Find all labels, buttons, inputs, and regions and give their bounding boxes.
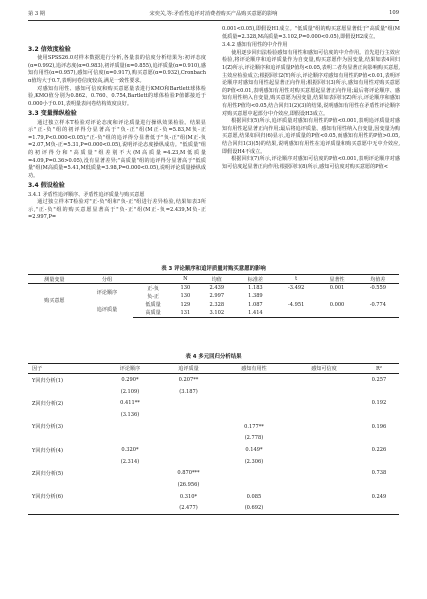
factor-cell: 追评质量 — [96, 306, 118, 313]
table-header-cell: 追评质量 — [158, 364, 219, 374]
running-header — [28, 10, 399, 20]
table-cell: -4.951 — [288, 301, 305, 308]
table-header-row — [28, 364, 399, 374]
table-cell: 129 — [180, 301, 191, 308]
t-value-cell — [289, 479, 359, 490]
table-cell: 131 — [173, 309, 198, 318]
right-column — [222, 26, 400, 171]
table-row — [28, 374, 399, 387]
coefficient-cell — [289, 421, 359, 433]
coefficient-cell: 0.290* — [121, 377, 139, 384]
coefficient-cell — [219, 467, 289, 479]
table-cell: 1.414 — [236, 309, 276, 318]
table-row — [28, 284, 399, 293]
coefficient-cell — [158, 397, 219, 409]
group-cell: 正-负 — [147, 285, 160, 292]
table-cell: 3.102 — [198, 309, 236, 318]
table-row — [28, 490, 399, 502]
coefficient-cell: 0.870*** — [177, 470, 200, 477]
coefficient-cell — [102, 421, 158, 433]
group-cell: 高质量 — [133, 309, 173, 318]
table-header-cell: 均值 — [198, 275, 236, 284]
coefficient-cell — [289, 490, 359, 502]
table-header-cell: 因子 — [28, 364, 102, 374]
table-row — [28, 397, 399, 409]
coefficient-cell — [158, 421, 219, 433]
table4 — [28, 363, 399, 515]
table-header-cell: 标准差 — [236, 275, 276, 284]
t-value-cell: (2.109) — [120, 388, 140, 395]
table3-caption: 表 3 评论顺序和追评质量对购买意愿的影响 — [161, 266, 266, 272]
regression-name-cell: Y回归分析(1) — [32, 377, 63, 384]
regression-name-cell: Y回归分析(6) — [32, 494, 63, 501]
coefficient-cell — [289, 374, 359, 387]
coefficient-cell — [158, 444, 219, 456]
header-rule — [28, 20, 399, 21]
table-cell: 130 — [180, 293, 191, 300]
coefficient-cell — [289, 467, 359, 479]
t-value-cell: (26.956) — [177, 481, 200, 488]
t-value-cell: (2.314) — [120, 458, 140, 465]
paragraph: 根据回归(7)所示,评论顺序对感知可信度的P值<0.001,表明评论顺序对感知可信度起显著正向作用;根据回归(8)所示,感知可信度对购买意愿的P值< — [222, 156, 400, 170]
table-header-cell: 均值差 — [357, 275, 399, 284]
page-number: 109 — [389, 10, 399, 16]
group-cell: 低质量 — [145, 302, 161, 309]
coefficient-cell: 0.192 — [371, 400, 387, 407]
t-value-cell — [102, 479, 158, 490]
table-row — [28, 410, 399, 421]
table-row — [28, 444, 399, 456]
table-header-cell: 测量变量 — [28, 275, 81, 284]
coefficient-cell — [219, 374, 289, 387]
issue-number: 第 3 期 — [28, 11, 45, 17]
t-value-cell: (0.692) — [219, 503, 289, 515]
table-row — [28, 301, 399, 309]
group-cell: 负-正 — [147, 293, 160, 300]
t-value-cell: (3.187) — [179, 388, 198, 395]
t-value-cell — [359, 433, 399, 444]
table-cell: 1.389 — [248, 293, 263, 300]
coefficient-cell: 0.257 — [371, 377, 387, 384]
table-row — [28, 467, 399, 479]
t-value-cell — [219, 410, 289, 421]
coefficient-cell: 0.177** — [244, 423, 264, 430]
t-value-cell: (2.306) — [244, 458, 264, 465]
section-heading-3-2: 3.2 信效度检验 — [28, 46, 71, 53]
t-value-cell: (2.778) — [244, 435, 264, 442]
table-header-cell: 感知可信度 — [289, 364, 359, 374]
table-header-cell: 评论顺序 — [102, 364, 158, 374]
t-value-cell — [102, 433, 158, 444]
running-title: 宋奕关,等:矛盾性追评对消费者购买产品购买意愿的影响 — [149, 11, 278, 17]
left-column — [28, 44, 206, 222]
table-cell: 0.001 — [329, 285, 345, 292]
table-row — [28, 386, 399, 397]
table-cell: 2.439 — [209, 285, 225, 292]
coefficient-cell: 0.310* — [179, 493, 198, 500]
regression-name-cell: Y回归分析(3) — [32, 424, 63, 431]
table-header-cell: 显著性 — [317, 275, 357, 284]
table-header-cell: t — [275, 275, 317, 284]
table-cell: 2.328 — [209, 301, 225, 308]
paragraph: 通过独立样本T检验对"正-负"组和"负-正"组进行差异检验,结果如表3所示,"正-负"组的购买意愿显著高于"负-正"组(M正-负=2.439,M负-正=2.997,P= — [28, 199, 206, 221]
t-value-cell — [359, 386, 399, 397]
table-cell: 1.183 — [248, 285, 263, 292]
table-header-cell: 分组 — [81, 275, 134, 284]
coefficient-cell: 0.249 — [371, 493, 387, 500]
table-row — [28, 479, 399, 490]
table-cell: -0.559 — [369, 285, 387, 292]
t-value-cell — [158, 410, 219, 421]
paragraph: 使用逐步回归法检验感知有用性和感知可信度的中介作用。首先进行主效应检验,将评论顺序和追评质量作为自变量,购买意愿作为因变量,结果如表4回归1(Z)所示,评论顺序和追评质量P值均<0.05,表明二者均显著正向影响购买意愿,主效应检验成立;根据回归2(Y)所示,评论顺序对感知有用性的P值<0.01,表明评论顺序对感知有用性起显著正向作用;根据回归(3)所示,感知有用性对购买意愿的P值<0.01,表明感知有用性对购买意愿起显著正向作用;最后将评论顺序、感知有用性纳入自变量,购买意愿为因变量,结果如表回归(Z)所示,评论顺序和感知有用性P值均<0.05,结合回归1(2)(3)的结果,说明感知有用性在矛盾性评论顺序对购买意愿中起部分中介效应,即假设H3成立。 — [222, 49, 400, 117]
regression-name-cell: Y回归分析(4) — [32, 447, 63, 454]
table-row — [28, 503, 399, 515]
t-value-cell — [289, 386, 359, 397]
table-header-cell: R² — [359, 364, 399, 374]
paragraph: 0.001<0.05),即假设H1成立。"低质量"组的购买意愿显著低于"高质量"组(M低质量=2.328,M高质量=3.102,P=0.000<0.05),即假设H2成立。 — [222, 26, 400, 40]
coefficient-cell: 0.196 — [371, 423, 387, 430]
paragraph: 根据回归(5)所示,追评质量对感知有用性的P值<0.001,表明追评质量对感知有用性起显著正向作用;最后将追评质量、感知有用性纳入自变量,因变量为购买意愿,结果如回归(6)显示,追评质量的P值<0.05,而感知有用性的P值>0.05,结合回归1(3)(5)的结果,说明感知有用性在追评质量和购买意愿中无中介效应,即假设H4不成立。 — [222, 118, 400, 155]
table-cell: 2.997 — [209, 293, 225, 300]
subsection-heading-3-4-2: 3.4.2 感知有用性的中介作用 — [222, 42, 288, 49]
t-value-cell — [359, 503, 399, 515]
t-value-cell — [289, 456, 359, 467]
paragraph: 对感知有用性、感知可信度和购买意愿量表进行KMO和Bartlett球体检验,KMO值分别为0.862、0.760、0.754,Bartlett的球体检验P值都接近于0.000小于0.01,表明量表问卷结构效度良好。 — [28, 85, 206, 107]
t-value-cell — [102, 503, 158, 515]
table-cell: 130 — [180, 285, 191, 292]
t-value-cell — [359, 479, 399, 490]
coefficient-cell — [102, 467, 158, 479]
table-row — [28, 456, 399, 467]
t-value-cell: (2.477) — [158, 503, 219, 515]
t-value-cell — [158, 456, 219, 467]
t-value-cell — [158, 433, 219, 444]
regression-name-cell: Z回归分析(2) — [32, 400, 64, 407]
table-cell: -0.774 — [369, 301, 387, 308]
paragraph: 使用SPSS26.0对样本数据进行分析,各量表的信度分析结果为:初评态度(α=0.992),追评态度(α=0.983),初评质量(α=0.855),追评质量(α=0.910),感知有用性(α=0.957),感知可信度(α=0.917),购买意愿(α=0.932),Cronbach α值均大于0.7,表明问卷信度较高,满足一致性要求。 — [28, 55, 206, 84]
t-value-cell — [359, 456, 399, 467]
table-cell: -3.492 — [288, 285, 305, 292]
t-value-cell — [289, 433, 359, 444]
section-heading-3-4: 3.4 假设检验 — [28, 182, 65, 190]
coefficient-cell: 0.226 — [371, 447, 387, 454]
coefficient-cell — [289, 444, 359, 456]
coefficient-cell: 0.320* — [121, 447, 139, 454]
paragraph: 通过独立样本T检验对评论态度和评论质量进行操纵效果检验。结果显示"正-负"组的初评得分显著高于"负-正"组(M正-负=5.83,M负-正=1.79,P<0.000<0.05);"正-负"组的追评得分显著低于"负-正"组(M正-负=2.07,M负-正=5.31,P=0.000<0.05),说明评论态度操纵成功。"低质量"组的初评得分和"高质量"组差别不大(M高质量=4.23,M低质量=4.09,P=0.36>0.05),没有显著差异;"高质量"组的追评得分显著高于"低质量"组(M高质量=5.41,M低质量=3.98,P=0.000<0.05),说明评论质量操纵成功。 — [28, 119, 206, 179]
table4-caption: 表 4 多元回归分析结果 — [185, 354, 242, 360]
table-row — [28, 421, 399, 433]
t-value-cell — [289, 410, 359, 421]
factor-cell: 评论顺序 — [96, 289, 118, 296]
coefficient-cell: 0.149* — [245, 447, 263, 454]
table-header-cell: 感知有用性 — [219, 364, 289, 374]
section-heading-3-3: 3.3 变量操纵检验 — [28, 110, 77, 118]
coefficient-cell — [102, 490, 158, 502]
table-header-row — [28, 275, 399, 284]
t-value-cell — [219, 386, 289, 397]
coefficient-cell: 0.738 — [371, 470, 387, 477]
t-value-cell — [359, 410, 399, 421]
subsection-heading-3-4-1: 3.4.1 矛盾性追评顺序、矛盾性追评质量与购买意愿 — [28, 191, 145, 198]
t-value-cell — [219, 479, 289, 490]
coefficient-cell: 0.085 — [246, 493, 262, 500]
table-header-cell: N — [173, 275, 198, 284]
table-cell: 0.000 — [329, 301, 345, 308]
t-value-cell — [289, 503, 359, 515]
table-cell: 1.087 — [248, 301, 263, 308]
regression-name-cell: Z回归分析(5) — [32, 470, 64, 477]
coefficient-cell — [219, 397, 289, 409]
dependent-variable-cell: 购买意愿 — [44, 298, 65, 305]
table3 — [28, 274, 399, 318]
coefficient-cell: 0.207** — [178, 377, 199, 384]
coefficient-cell — [289, 397, 359, 409]
t-value-cell: (3.136) — [120, 412, 140, 419]
coefficient-cell: 0.411** — [120, 400, 140, 407]
table-row — [28, 433, 399, 444]
